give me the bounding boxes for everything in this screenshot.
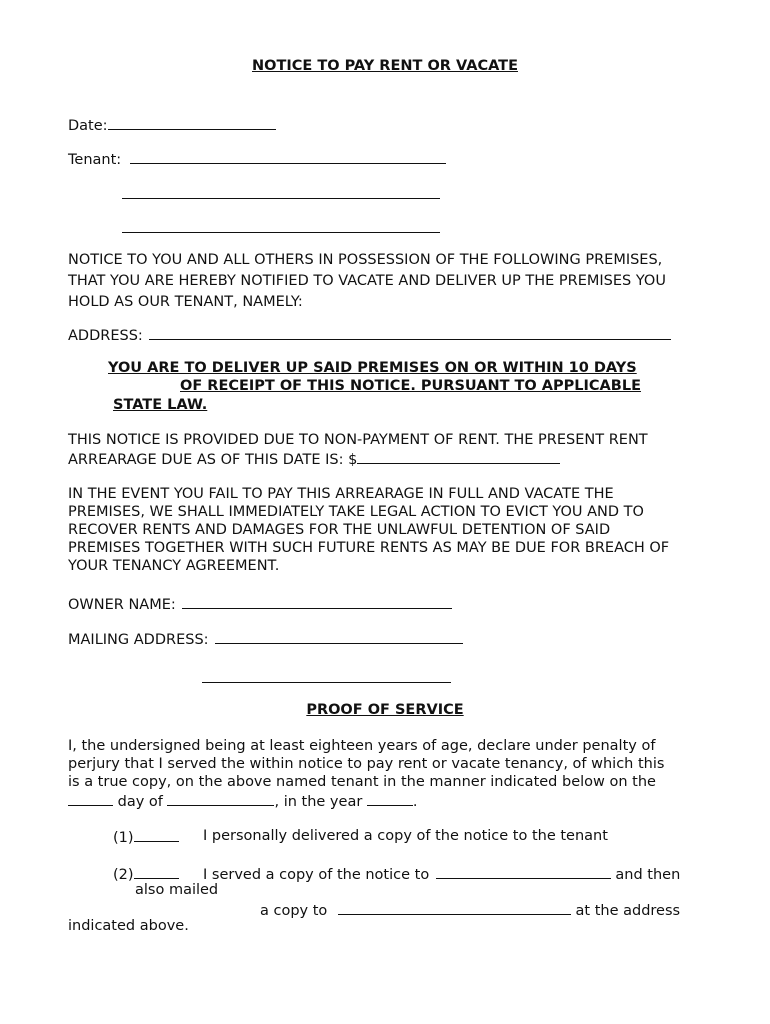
tenant-field[interactable] <box>68 149 446 169</box>
date-label: Date: <box>68 118 108 134</box>
notice-line: NOTICE TO YOU AND ALL OTHERS IN POSSESSION OF THE FOLLOWING PREMISES, <box>68 252 663 268</box>
deliver-notice-line-3: STATE LAW. <box>113 397 208 413</box>
deliver-notice-line-2: OF RECEIPT OF THIS NOTICE. PURSUANT TO APPLICABLE <box>180 378 641 394</box>
owner-name-blank[interactable] <box>182 594 452 609</box>
option-2-blank[interactable] <box>134 864 179 879</box>
option-2-text-b: and then <box>615 867 681 883</box>
option-2-number: (2) <box>113 867 134 883</box>
address-label: ADDRESS: <box>68 328 143 344</box>
mailed-to-blank[interactable] <box>338 900 571 915</box>
arrearage-paragraph <box>68 431 648 469</box>
date-blank[interactable] <box>108 115 276 130</box>
option-2-text-c: also mailed <box>135 882 219 898</box>
arrearage-line-1: THIS NOTICE IS PROVIDED DUE TO NON-PAYMENT OF RENT. THE PRESENT RENT <box>68 432 648 448</box>
tenant-blank-3[interactable] <box>122 232 440 233</box>
option-2-text-f: indicated above. <box>68 918 189 934</box>
option-1-number: (1) <box>113 830 134 846</box>
proof-year-blank[interactable] <box>367 791 413 806</box>
arrearage-amount-blank[interactable] <box>357 449 560 464</box>
proof-date-line <box>68 791 664 811</box>
option-2-text-d: a copy to <box>260 903 328 919</box>
mailing-address-blank-2[interactable] <box>202 682 451 683</box>
tenant-blank-1[interactable] <box>130 149 446 164</box>
notice-line: THAT YOU ARE HEREBY NOTIFIED TO VACATE AND DELIVER UP THE PREMISES YOU <box>68 273 666 289</box>
proof-day-blank[interactable] <box>68 791 113 806</box>
eviction-line: IN THE EVENT YOU FAIL TO PAY THIS ARREARAGE IN FULL AND VACATE THE <box>68 486 614 502</box>
page-title: NOTICE TO PAY RENT OR VACATE <box>252 58 518 74</box>
day-of-text: day of <box>117 794 163 810</box>
notice-paragraph <box>68 250 666 313</box>
mailing-address-field[interactable] <box>68 629 463 649</box>
served-to-blank[interactable] <box>436 864 611 879</box>
service-option-1 <box>113 827 179 847</box>
proof-line: I, the undersigned being at least eighteen years of age, declare under penalty of <box>68 738 656 754</box>
proof-month-blank[interactable] <box>167 791 274 806</box>
mailing-address-blank-1[interactable] <box>215 629 463 644</box>
option-1-blank[interactable] <box>134 827 179 842</box>
in-the-year-text: , in the year <box>274 794 363 810</box>
proof-line: is a true copy, on the above named tenant in the manner indicated below on the <box>68 774 656 790</box>
option-2-served-line <box>203 864 680 884</box>
owner-name-field[interactable] <box>68 594 452 614</box>
notice-line: HOLD AS OUR TENANT, NAMELY: <box>68 294 303 310</box>
date-field[interactable] <box>68 115 276 135</box>
eviction-paragraph <box>68 485 669 575</box>
address-blank[interactable] <box>149 325 671 340</box>
proof-paragraph <box>68 737 664 811</box>
mailing-address-label: MAILING ADDRESS: <box>68 632 209 648</box>
eviction-line: YOUR TENANCY AGREEMENT. <box>68 558 280 574</box>
tenant-label: Tenant: <box>68 152 122 168</box>
eviction-line: RECOVER RENTS AND DAMAGES FOR THE UNLAWFUL DETENTION OF SAID <box>68 522 611 538</box>
option-1-text: I personally delivered a copy of the notice to the tenant <box>203 828 608 844</box>
proof-of-service-title: PROOF OF SERVICE <box>306 702 464 718</box>
option-2-mailed-line <box>260 900 680 920</box>
arrearage-line-2: ARREARAGE DUE AS OF THIS DATE IS: $ <box>68 452 358 468</box>
address-field[interactable] <box>68 325 671 345</box>
proof-line: perjury that I served the within notice to pay rent or vacate tenancy, of which this <box>68 756 665 772</box>
deliver-notice-line-1: YOU ARE TO DELIVER UP SAID PREMISES ON OR WITHIN 10 DAYS <box>108 360 637 376</box>
owner-name-label: OWNER NAME: <box>68 597 176 613</box>
eviction-line: PREMISES, WE SHALL IMMEDIATELY TAKE LEGAL ACTION TO EVICT YOU AND TO <box>68 504 644 520</box>
eviction-line: PREMISES TOGETHER WITH SUCH FUTURE RENTS AS MAY BE DUE FOR BREACH OF <box>68 540 670 556</box>
tenant-blank-2[interactable] <box>122 198 440 199</box>
option-2-text-e: at the address <box>575 903 681 919</box>
period-text: . <box>412 794 418 810</box>
option-2-text-a: I served a copy of the notice to <box>203 867 430 883</box>
